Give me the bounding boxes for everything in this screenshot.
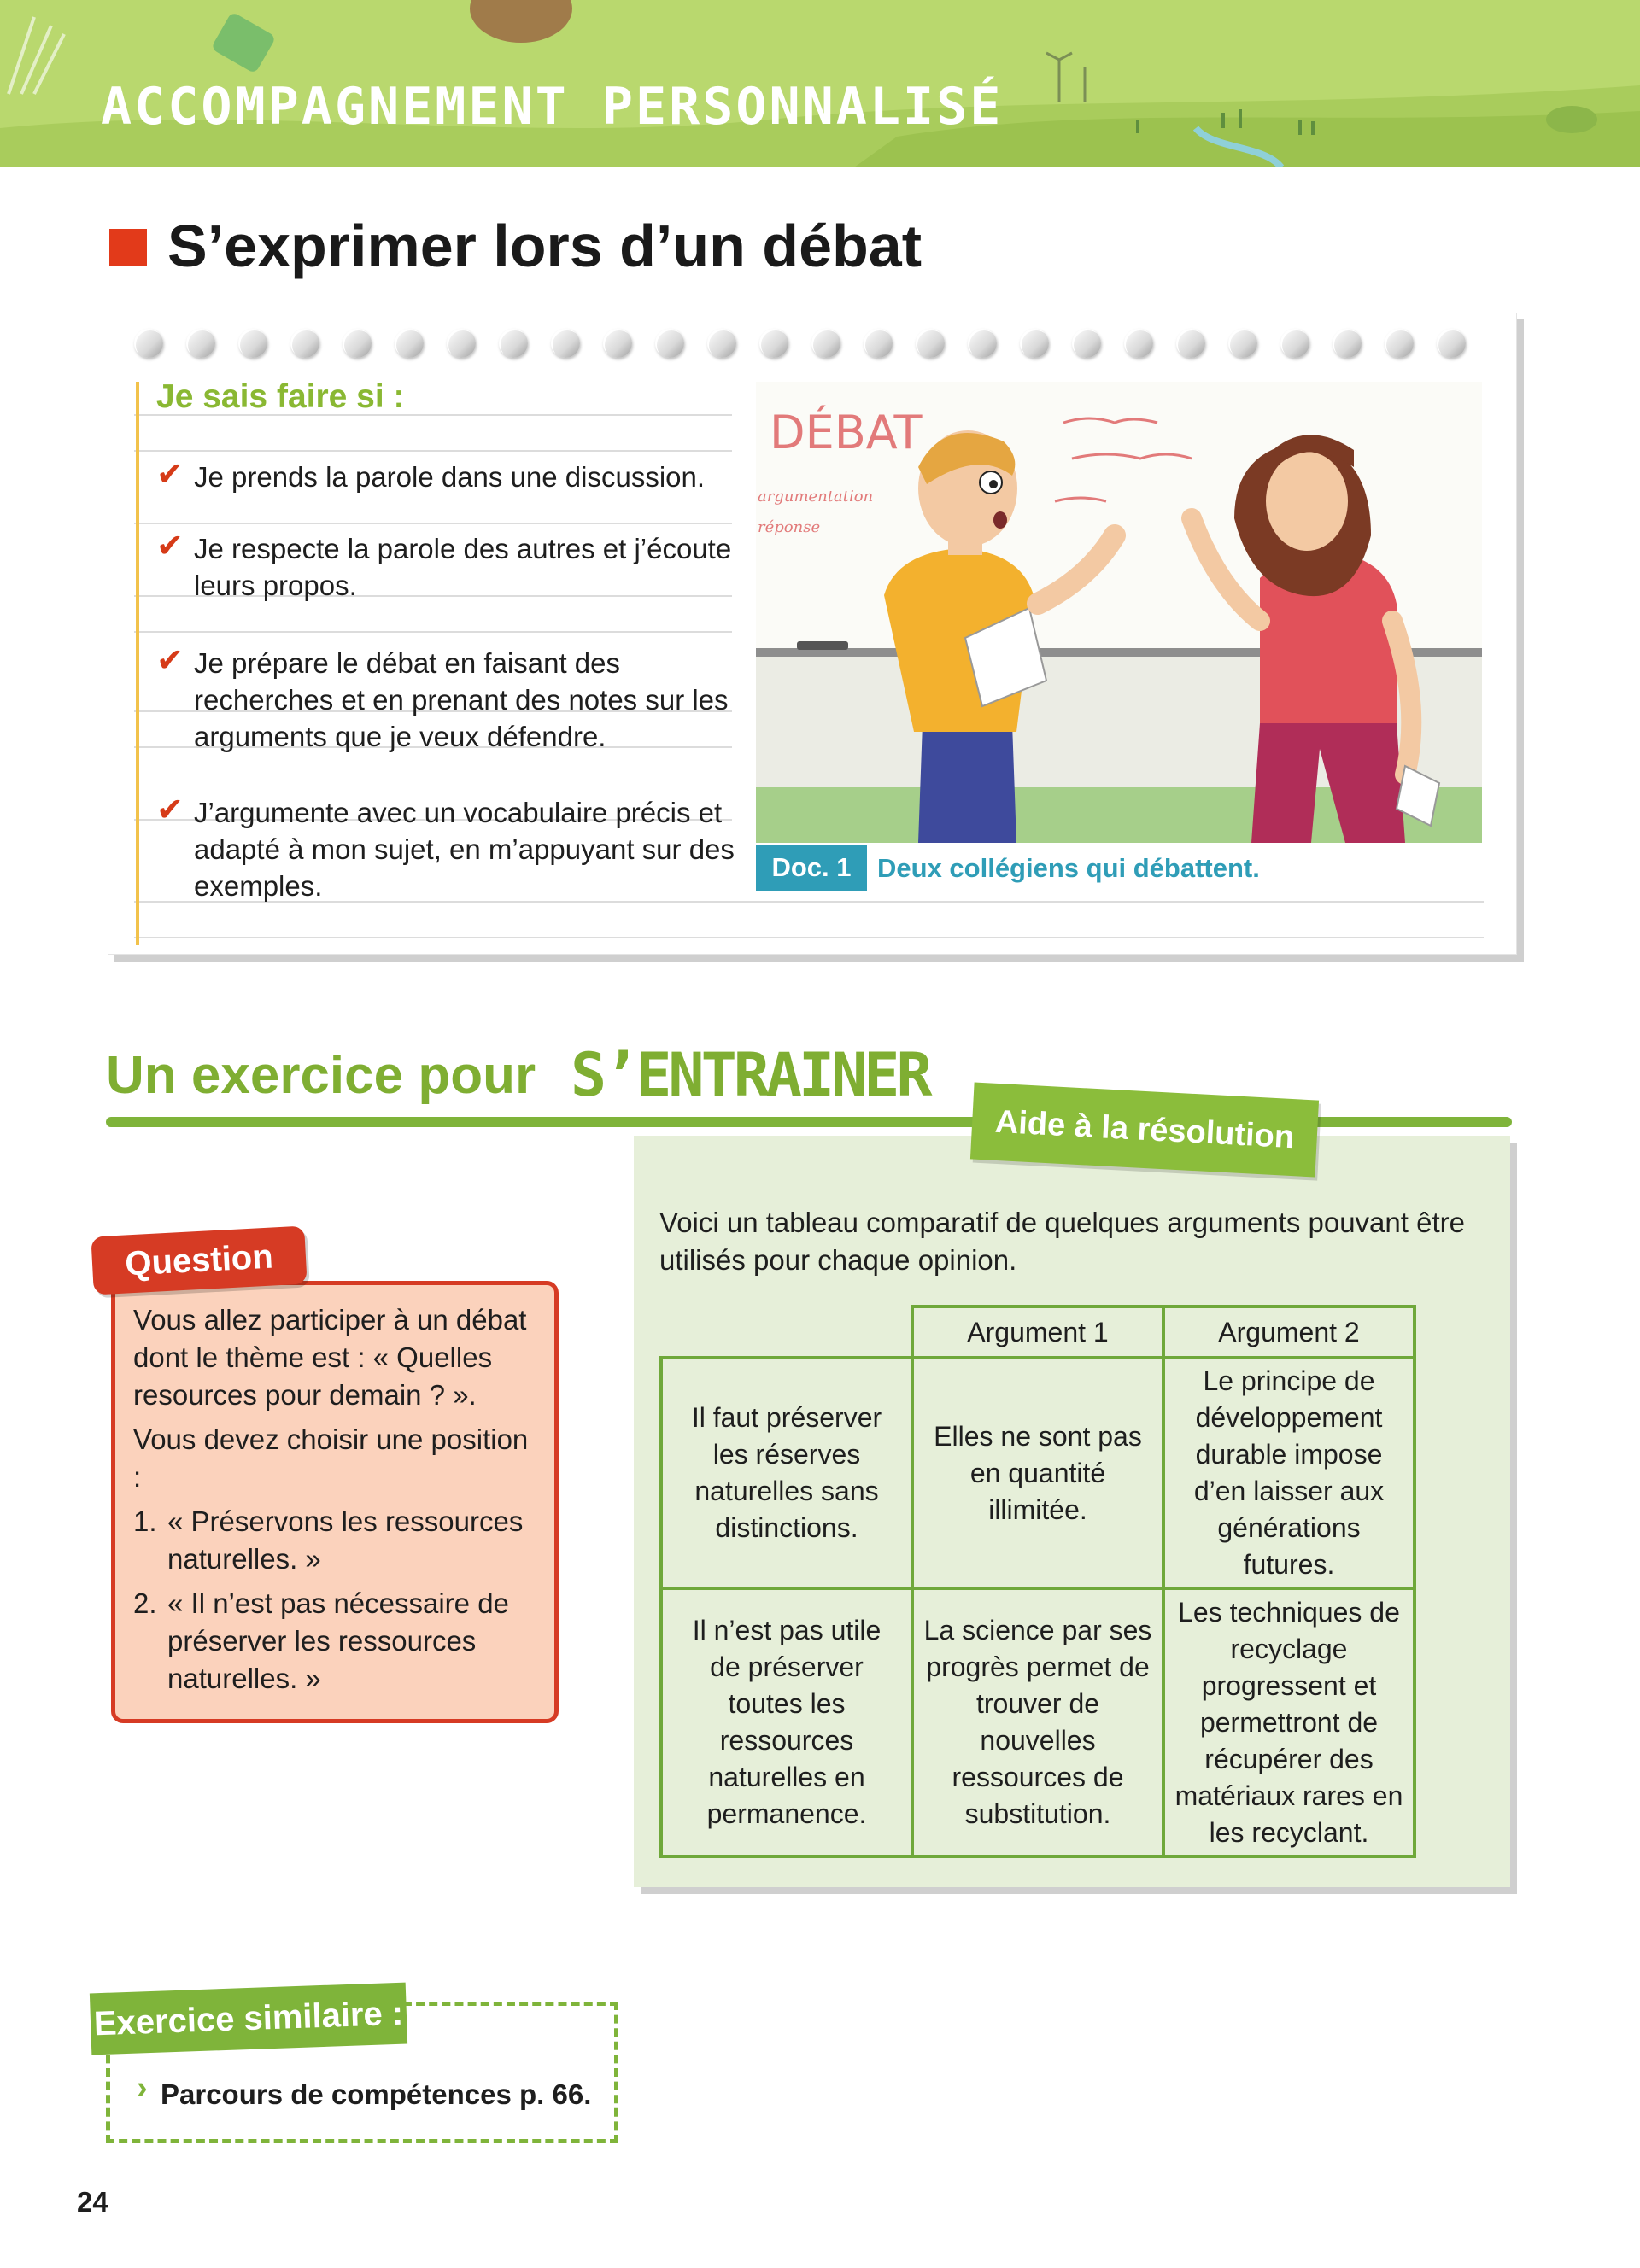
page-number: 24 bbox=[77, 2186, 108, 2218]
table-cell-opinion: Il faut préserver les réserves naturelles sans distinctions. bbox=[661, 1358, 912, 1588]
ruled-line bbox=[134, 631, 732, 633]
table-header: Argument 1 bbox=[912, 1306, 1163, 1358]
checklist-item bbox=[156, 459, 746, 495]
ring-icon bbox=[1228, 329, 1257, 358]
checkmark-icon: ✔ bbox=[156, 529, 184, 564]
ruled-line bbox=[134, 937, 1484, 938]
checklist-heading: Je sais faire si : bbox=[156, 378, 405, 415]
exercise-title: Un exercice pour bbox=[106, 1046, 536, 1105]
table-corner bbox=[661, 1306, 912, 1358]
ring-icon bbox=[551, 329, 580, 358]
doc-label: Doc. 1 bbox=[756, 845, 867, 891]
checklist-item-text: J’argumente avec un vocabulaire précis et adapté à mon sujet, en m’appuyant sur des exemples. bbox=[194, 797, 735, 902]
question-text bbox=[133, 1301, 543, 1698]
checkmark-icon: ✔ bbox=[156, 457, 184, 493]
ring-icon bbox=[1020, 329, 1049, 358]
chevron-right-icon: › bbox=[137, 2070, 148, 2106]
table-cell-opinion: Il n’est pas utile de préserver toutes les ressources naturelles en permanence. bbox=[661, 1588, 912, 1856]
table-header-row bbox=[661, 1306, 1414, 1358]
ring-icon bbox=[864, 329, 893, 358]
ring-icon bbox=[1176, 329, 1205, 358]
ring-icon bbox=[655, 329, 684, 358]
ring-icon bbox=[916, 329, 945, 358]
checklist-item bbox=[156, 530, 746, 604]
header-banner bbox=[0, 0, 1640, 167]
ring-icon bbox=[1332, 329, 1362, 358]
ring-icon bbox=[1280, 329, 1309, 358]
choice-text: « Il n’est pas nécessaire de préserver les ressources naturelles. » bbox=[167, 1587, 509, 1694]
ring-icon bbox=[1385, 329, 1414, 358]
ring-icon bbox=[1437, 329, 1466, 358]
notebook-card bbox=[108, 313, 1517, 955]
section-title: S’exprimer lors d’un débat bbox=[167, 213, 922, 279]
checklist-item bbox=[156, 794, 746, 904]
similar-exercise-tag: Exercice similaire : bbox=[90, 1983, 407, 2055]
question-choice bbox=[133, 1585, 543, 1698]
checklist-item-text: Je prends la parole dans une discussion. bbox=[194, 461, 706, 493]
aide-intro: Voici un tableau comparatif de quelques arguments pouvant être utilisés pour chaque opinion. bbox=[659, 1207, 1465, 1276]
arguments-table bbox=[659, 1305, 1416, 1858]
checkmark-icon: ✔ bbox=[156, 792, 184, 828]
board-title: DÉBAT bbox=[770, 406, 922, 459]
similar-exercise-link[interactable]: Parcours de compétences p. 66. bbox=[161, 2078, 592, 2110]
exercise-title-accent: S’ENTRAINER bbox=[571, 1040, 929, 1110]
question-instruction: Vous devez choisir une position : bbox=[133, 1423, 529, 1493]
board-line1: argumentation bbox=[758, 488, 874, 506]
ruled-line bbox=[134, 450, 732, 452]
ring-icon bbox=[186, 329, 215, 358]
table-cell: Les techniques de recyclage progressent et permettront de récupérer des matériaux rares en les recyclant. bbox=[1163, 1588, 1414, 1856]
table-cell: Le principe de développement durable impose d’en laisser aux générations futures. bbox=[1163, 1358, 1414, 1588]
section-marker-square bbox=[109, 229, 147, 266]
choice-number: 1. bbox=[133, 1505, 157, 1537]
doc-caption: Deux collégiens qui débattent. bbox=[877, 853, 1260, 883]
ring-icon bbox=[603, 329, 632, 358]
table-header: Argument 2 bbox=[1163, 1306, 1414, 1358]
ring-icon bbox=[968, 329, 997, 358]
ring-icon bbox=[395, 329, 424, 358]
checklist-item bbox=[156, 645, 746, 755]
question-choice bbox=[133, 1503, 543, 1578]
checklist-item-text: Je respecte la parole des autres et j’écoute leurs propos. bbox=[194, 533, 732, 601]
ring-icon bbox=[1124, 329, 1153, 358]
checklist-item-text: Je prépare le débat en faisant des recherches et en prenant des notes sur les arguments que je veux défendre. bbox=[194, 647, 729, 752]
question-intro: Vous allez participer à un débat dont le thème est : « Quelles resources pour demain ? ». bbox=[133, 1304, 527, 1411]
aide-tag: Aide à la résolution bbox=[970, 1082, 1319, 1177]
ring-icon bbox=[134, 329, 163, 358]
question-tag: Question bbox=[91, 1226, 307, 1295]
debate-illustration bbox=[756, 382, 1482, 843]
ring-icon bbox=[447, 329, 476, 358]
ring-icon bbox=[343, 329, 372, 358]
ring-icon bbox=[811, 329, 840, 358]
table-cell: La science par ses progrès permet de trouver de nouvelles ressources de substitution. bbox=[912, 1588, 1163, 1856]
ring-icon bbox=[1072, 329, 1101, 358]
ring-icon bbox=[499, 329, 528, 358]
ring-icon bbox=[759, 329, 788, 358]
ring-icon bbox=[290, 329, 319, 358]
choice-number: 2. bbox=[133, 1587, 157, 1619]
ruled-line bbox=[134, 523, 732, 524]
checkmark-icon: ✔ bbox=[156, 643, 184, 679]
board-line2: réponse bbox=[758, 518, 821, 536]
choice-text: « Préservons les ressources naturelles. » bbox=[167, 1505, 524, 1575]
ring-icon bbox=[238, 329, 267, 358]
table-cell: Elles ne sont pas en quantité illimitée. bbox=[912, 1358, 1163, 1588]
margin-line bbox=[136, 382, 139, 945]
table-row bbox=[661, 1588, 1414, 1856]
table-row bbox=[661, 1358, 1414, 1588]
ring-icon bbox=[707, 329, 736, 358]
banner-title: ACCOMPAGNEMENT PERSONNALISÉ bbox=[101, 77, 1004, 137]
